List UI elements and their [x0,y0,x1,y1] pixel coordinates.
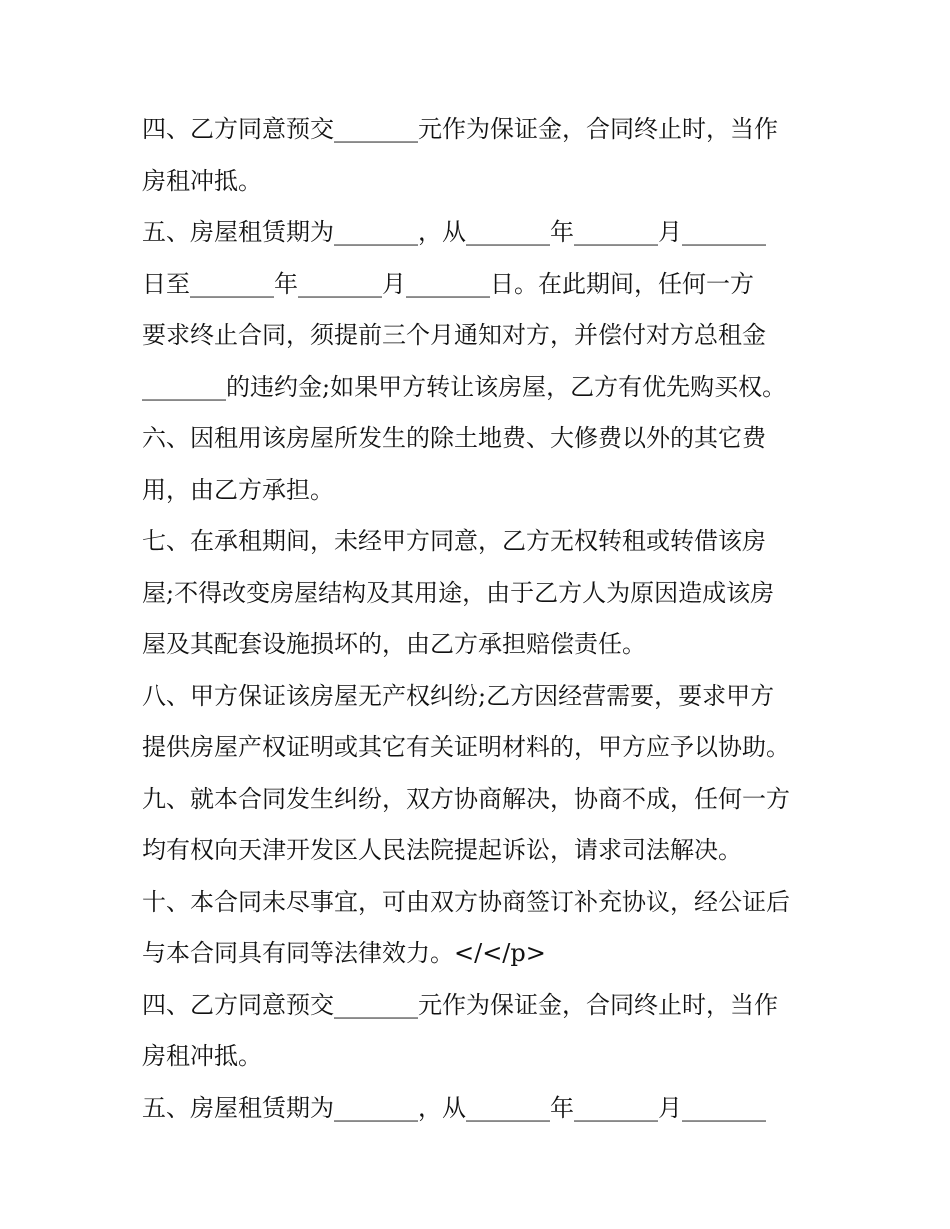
text-line: 五、房屋租赁期为_______，从_______年_______月_______ [142,1093,766,1122]
text-line: 房租冲抵。 [142,166,262,195]
text-line: 四、乙方同意预交_______元作为保证金，合同终止时，当作 [142,990,778,1019]
text-line: _______的违约金;如果甲方转让该房屋，乙方有优先购买权。 [142,372,787,401]
text-line: 均有权向天津开发区人民法院提起诉讼，请求司法解决。 [142,836,742,864]
text-line: 与本合同具有同等法律效力。</</p> [142,939,546,967]
text-line: 八、甲方保证该房屋无产权纠纷;乙方因经营需要，要求甲方 [142,681,775,710]
document-body [142,104,822,1134]
text-line: 提供房屋产权证明或其它有关证明材料的，甲方应予以协助。 [142,733,790,761]
text-line: 日至_______年_______月_______日。在此期间，任何一方 [142,269,754,298]
text-line: 用，由乙方承担。 [142,475,334,504]
text-line: 房租冲抵。 [142,1042,262,1070]
text-line: 屋及其配套设施损坏的，由乙方承担赔偿责任。 [142,630,646,658]
text-line: 要求终止合同，须提前三个月通知对方，并偿付对方总租金 [142,321,766,349]
text-line: 七、在承租期间，未经甲方同意，乙方无权转租或转借该房 [142,527,766,555]
text-line: 九、就本合同发生纠纷，双方协商解决，协商不成，任何一方 [142,784,790,813]
text-line: 屋;不得改变房屋结构及其用途，由于乙方人为原因造成该房 [142,578,775,607]
text-line: 四、乙方同意预交_______元作为保证金，合同终止时，当作 [142,115,778,143]
text-line: 五、房屋租赁期为_______，从_______年_______月_______ [142,218,766,246]
text-line: 六、因租用该房屋所发生的除土地费、大修费以外的其它费 [142,424,766,452]
text-line: 十、本合同未尽事宜，可由双方协商签订补充协议，经公证后 [142,887,790,916]
